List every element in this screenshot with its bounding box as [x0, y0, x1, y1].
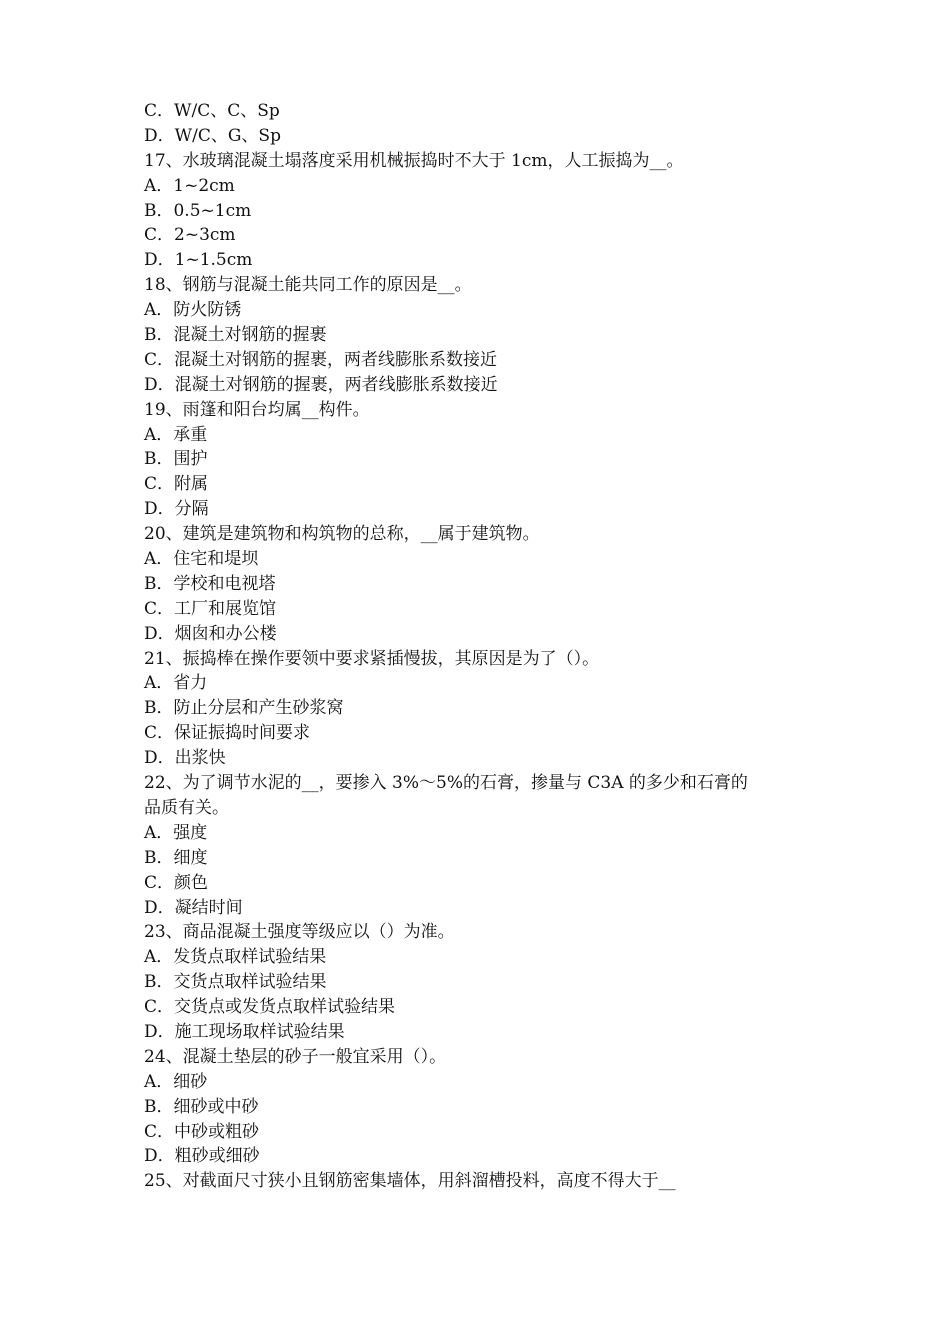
text-line: A．1~2cm: [144, 175, 235, 196]
text-line: D．W/C、G、Sp: [144, 125, 281, 146]
text-line: B．细砂或中砂: [144, 1096, 259, 1117]
text-line: C．交货点或发货点取样试验结果: [144, 997, 396, 1018]
text-line: B．细度: [144, 847, 208, 868]
text-line: 21、振捣棒在操作要领中要求紧插慢拔，其原因是为了（）。: [144, 648, 600, 669]
text-line: 25、对截面尺寸狭小且钢筋密集墙体，用斜溜槽投料，高度不得大于__: [144, 1171, 676, 1192]
text-line: A．细砂: [144, 1071, 208, 1092]
text-line: C．W/C、C、Sp: [144, 101, 280, 121]
text-line: 18、钢筋与混凝土能共同工作的原因是__。: [144, 275, 472, 296]
text-line: C．中砂或粗砂: [144, 1121, 260, 1142]
text-line: 24、混凝土垫层的砂子一般宜采用（）。: [144, 1046, 447, 1067]
text-line: B．防止分层和产生砂浆窝: [144, 698, 344, 719]
text-line: 17、水玻璃混凝土塌落度采用机械振捣时不大于 1cm，人工振捣为__。: [144, 150, 684, 171]
text-line: B．学校和电视塔: [144, 573, 276, 594]
text-line: 19、雨篷和阳台均属__构件。: [144, 399, 370, 420]
text-line: C．工厂和展览馆: [144, 598, 277, 619]
text-line: D．分隔: [144, 499, 209, 520]
text-line: C．2~3cm: [144, 225, 236, 246]
text-line: 23、商品混凝土强度等级应以（）为准。: [144, 922, 455, 943]
text-line: D．出浆快: [144, 748, 226, 769]
text-line: D．粗砂或细砂: [144, 1146, 260, 1167]
text-line: D．1~1.5cm: [144, 250, 253, 271]
text-line: B．0.5~1cm: [144, 200, 252, 221]
text-line: A．省力: [144, 673, 208, 694]
text-line: 品质有关。: [144, 797, 229, 818]
text-line: C．颜色: [144, 872, 209, 893]
text-line: C．混凝土对钢筋的握裹，两者线膨胀系数接近: [144, 349, 498, 370]
text-line: C．保证振捣时间要求: [144, 723, 311, 744]
text-line: B．混凝土对钢筋的握裹: [144, 325, 327, 346]
text-line: A．防火防锈: [144, 300, 242, 321]
text-line: B．交货点取样试验结果: [144, 972, 327, 993]
text-line: 20、建筑是建筑物和构筑物的总称，__属于建筑物。: [144, 524, 540, 545]
text-line: D．烟囱和办公楼: [144, 623, 277, 644]
question-text-body: [144, 99, 814, 1194]
text-line: A．承重: [144, 424, 208, 445]
text-line: B．围护: [144, 449, 208, 470]
text-line: C．附属: [144, 474, 209, 495]
text-line: D．凝结时间: [144, 897, 243, 918]
text-line: A．强度: [144, 822, 208, 843]
text-line: D．施工现场取样试验结果: [144, 1021, 345, 1042]
text-line: A．住宅和堤坝: [144, 549, 259, 570]
text-line: 22、为了调节水泥的__，要掺入 3%～5%的石膏，掺量与 C3A 的多少和石膏的: [144, 773, 748, 794]
text-line: A．发货点取样试验结果: [144, 947, 327, 968]
text-line: D．混凝土对钢筋的握裹，两者线膨胀系数接近: [144, 374, 498, 395]
